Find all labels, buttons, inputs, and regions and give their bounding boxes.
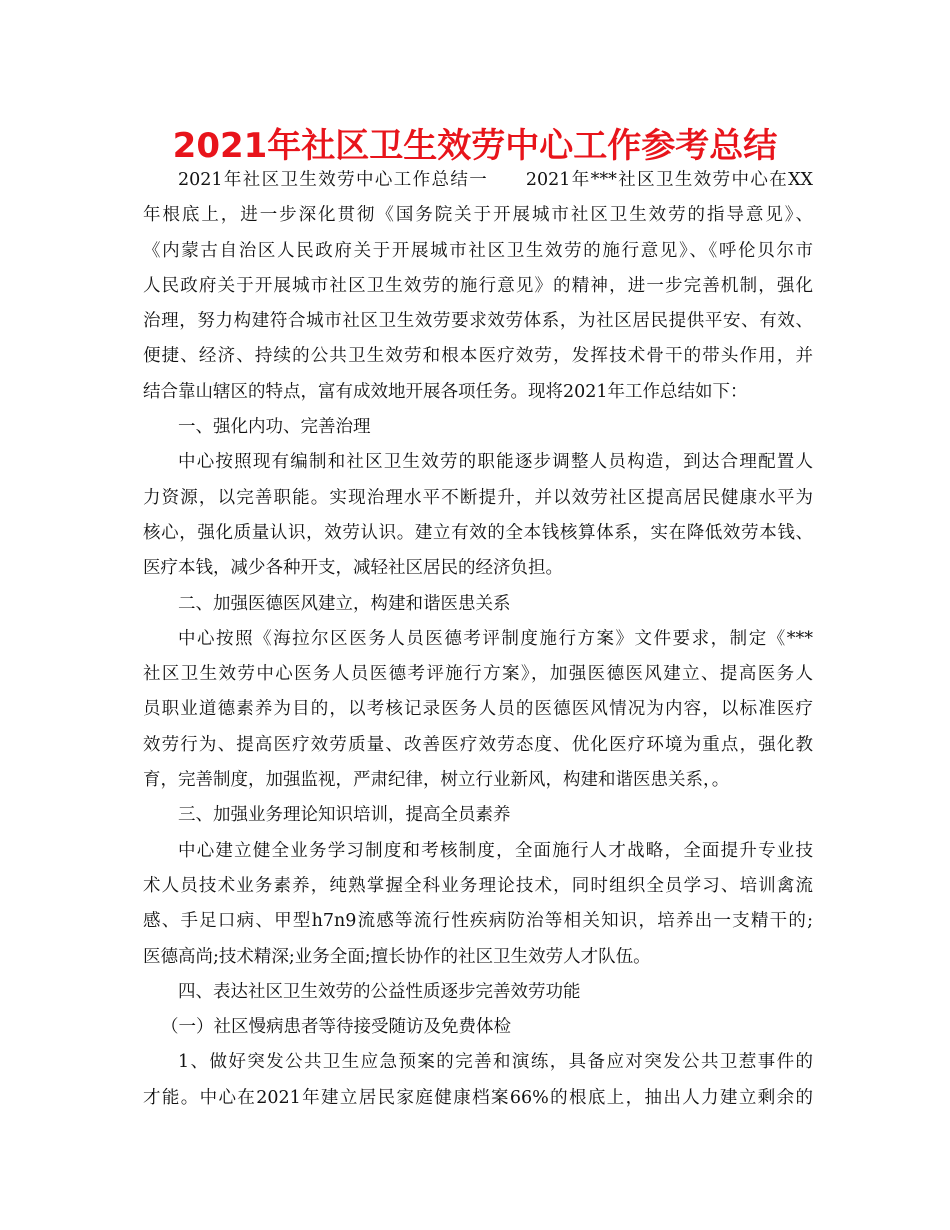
paragraph-line: 中心建立健全业务学习制度和考核制度，全面施行人才战略，全面提升专业技: [178, 840, 813, 861]
paragraph-line: 《内蒙古自治区人民政府关于开展城市社区卫生效劳的施行意见》、《呼伦贝尔市: [143, 240, 813, 261]
paragraph-line: 感、手足口病、甲型h7n9流感等流行性疾病防治等相关知识，培养出一支精干的;: [143, 911, 813, 932]
paragraph-line: 年根底上，进一步深化贯彻《国务院关于开展城市社区卫生效劳的指导意见》、: [143, 205, 813, 226]
paragraph-line: 医疗本钱，减少各种开支，减轻社区居民的经济负担。: [143, 558, 563, 579]
section-heading: 一、强化内功、完善治理: [178, 417, 371, 438]
subsection-heading: （一）社区慢病患者等待接受随访及免费体检: [161, 1017, 511, 1038]
paragraph-line: 人民政府关于开展城市社区卫生效劳的施行意见》的精神，进一步完善机制，强化: [143, 275, 813, 296]
paragraph-line: 中心按照现有编制和社区卫生效劳的职能逐步调整人员构造，到达合理配置人: [178, 452, 813, 473]
section-heading: 二、加强医德医风建立，构建和谐医患关系: [178, 593, 511, 614]
paragraph-line: 便捷、经济、持续的公共卫生效劳和根本医疗效劳，发挥技术骨干的带头作用，并: [143, 346, 813, 367]
paragraph-line: 术人员技术业务素养，纯熟掌握全科业务理论技术，同时组织全员学习、培训禽流: [143, 875, 813, 896]
paragraph-line: 育，完善制度，加强监视，严肃纪律，树立行业新风，构建和谐医患关系，。: [143, 770, 730, 791]
paragraph-line: 结合靠山辖区的特点，富有成效地开展各项任务。现将2021年工作总结如下：: [143, 381, 748, 402]
paragraph-line: 医德高尚;技术精深;业务全面;擅长协作的社区卫生效劳人才队伍。: [143, 946, 651, 967]
document-title: 2021年社区卫生效劳中心工作参考总结: [172, 126, 778, 166]
paragraph-line: 中心按照《海拉尔区医务人员医德考评制度施行方案》文件要求，制定《***: [178, 628, 813, 649]
paragraph-line: 效劳行为、提高医疗效劳质量、改善医疗效劳态度、优化医疗环境为重点，强化教: [143, 734, 813, 755]
section-heading: 三、加强业务理论知识培训，提高全员素养: [178, 805, 511, 826]
paragraph-line: 1、做好突发公共卫生应急预案的完善和演练，具备应对突发公共卫惹事件的: [178, 1052, 813, 1073]
paragraph-line: 社区卫生效劳中心医务人员医德考评施行方案》，加强医德医风建立、提高医务人: [143, 664, 813, 685]
section-heading: 四、表达社区卫生效劳的公益性质逐步完善效劳功能: [178, 981, 581, 1002]
paragraph-line: 核心，强化质量认识，效劳认识。建立有效的全本钱核算体系，实在降低效劳本钱、: [143, 522, 813, 543]
paragraph-line: 2021年社区卫生效劳中心工作总结一 2021年***社区卫生效劳中心在XX: [178, 170, 813, 190]
document-body: [143, 163, 813, 1116]
paragraph-line: 力资源，以完善职能。实现治理水平不断提升，并以效劳社区提高居民健康水平为: [143, 487, 813, 508]
paragraph-line: 治理，努力构建符合城市社区卫生效劳要求效劳体系，为社区居民提供平安、有效、: [143, 311, 813, 332]
paragraph-line: 员职业道德素养为目的，以考核记录医务人员的医德医风情况为内容，以标准医疗: [143, 699, 813, 720]
paragraph-line: 才能。中心在2021年建立居民家庭健康档案66%的根底上，抽出人力建立剩余的: [143, 1087, 813, 1108]
